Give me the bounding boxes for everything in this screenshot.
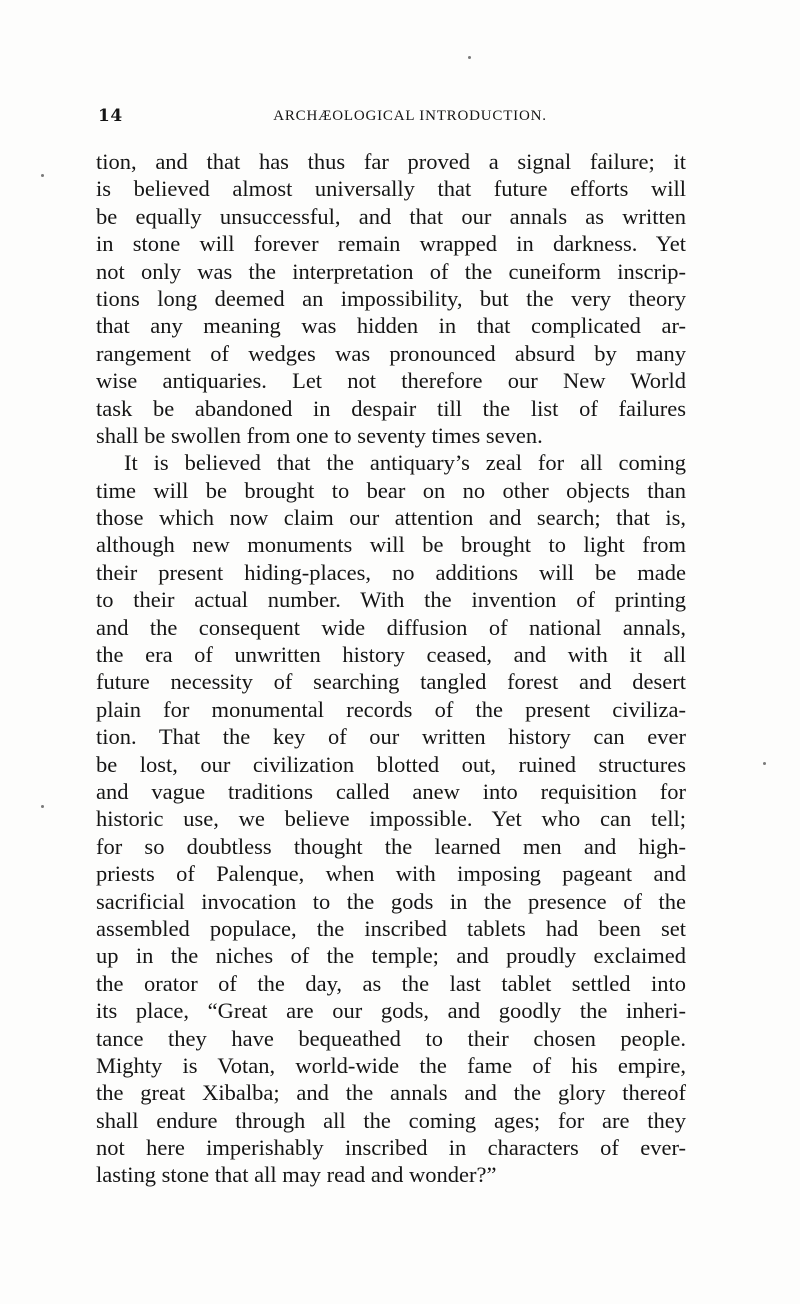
page-number: 14 bbox=[98, 106, 123, 126]
text-line: not only was the interpretation of the cuneiform inscrip- bbox=[96, 258, 686, 284]
text-line: plain for monumental records of the present civiliza- bbox=[96, 696, 686, 722]
text-line: rangement of wedges was pronounced absurd by many bbox=[96, 340, 686, 366]
paragraph bbox=[96, 449, 686, 1189]
text-line: their present hiding-places, no additions will be made bbox=[96, 559, 686, 585]
text-line: to their actual number. With the invention of printing bbox=[96, 587, 686, 613]
text-line: tance they have bequeathed to their chosen people. bbox=[96, 1025, 686, 1051]
text-line: and vague traditions called anew into requisition for bbox=[96, 778, 686, 804]
text-line: tions long deemed an impossibility, but the very theory bbox=[96, 285, 686, 311]
text-line: shall be swollen from one to seventy times seven. bbox=[96, 422, 543, 448]
text-line: It is believed that the antiquary’s zeal for all coming bbox=[124, 450, 686, 476]
body-text bbox=[96, 148, 686, 1189]
text-line: shall endure through all the coming ages; for are they bbox=[96, 1107, 686, 1133]
text-line: those which now claim our attention and search; that is, bbox=[96, 505, 686, 531]
text-line: Mighty is Votan, world-wide the fame of his empire, bbox=[96, 1052, 686, 1078]
text-line: historic use, we believe impossible. Yet who can tell; bbox=[96, 806, 686, 832]
text-line: is believed almost universally that future efforts will bbox=[96, 176, 686, 202]
print-speck bbox=[763, 762, 766, 765]
text-line: its place, “Great are our gods, and goodly the inheri- bbox=[96, 998, 686, 1024]
text-line: the orator of the day, as the last tablet settled into bbox=[96, 970, 686, 996]
text-line: and the consequent wide diffusion of national annals, bbox=[96, 614, 686, 640]
text-line: future necessity of searching tangled forest and desert bbox=[96, 669, 686, 695]
page-header bbox=[94, 104, 686, 128]
text-line: be equally unsuccessful, and that our annals as written bbox=[96, 203, 686, 229]
text-line: assembled populace, the inscribed tablets had been set bbox=[96, 915, 686, 941]
print-speck bbox=[41, 805, 44, 808]
text-line: lasting stone that all may read and wonder?” bbox=[96, 1162, 497, 1188]
text-line: wise antiquaries. Let not therefore our New World bbox=[96, 368, 686, 394]
text-line: task be abandoned in despair till the list of failures bbox=[96, 395, 686, 421]
text-line: not here imperishably inscribed in characters of ever- bbox=[96, 1135, 686, 1161]
running-title: ARCHÆOLOGICAL INTRODUCTION. bbox=[273, 108, 547, 124]
text-line: time will be brought to bear on no other objects than bbox=[96, 477, 686, 503]
text-line: the great Xibalba; and the annals and the glory thereof bbox=[96, 1080, 686, 1106]
text-line: although new monuments will be brought to light from bbox=[96, 532, 686, 558]
print-speck bbox=[468, 56, 471, 59]
paragraph bbox=[96, 148, 686, 449]
print-speck bbox=[41, 174, 44, 177]
text-line: up in the niches of the temple; and proudly exclaimed bbox=[96, 943, 686, 969]
text-line: in stone will forever remain wrapped in darkness. Yet bbox=[96, 231, 686, 257]
text-line: be lost, our civilization blotted out, ruined structures bbox=[96, 751, 686, 777]
text-line: that any meaning was hidden in that complicated ar- bbox=[96, 313, 686, 339]
text-line: the era of unwritten history ceased, and with it all bbox=[96, 642, 686, 668]
text-line: sacrificial invocation to the gods in the presence of the bbox=[96, 888, 686, 914]
text-line: tion. That the key of our written history can ever bbox=[96, 724, 686, 750]
text-line: for so doubtless thought the learned men and high- bbox=[96, 833, 686, 859]
text-line: tion, and that has thus far proved a signal failure; it bbox=[96, 149, 686, 174]
text-line: priests of Palenque, when with imposing pageant and bbox=[96, 861, 686, 887]
